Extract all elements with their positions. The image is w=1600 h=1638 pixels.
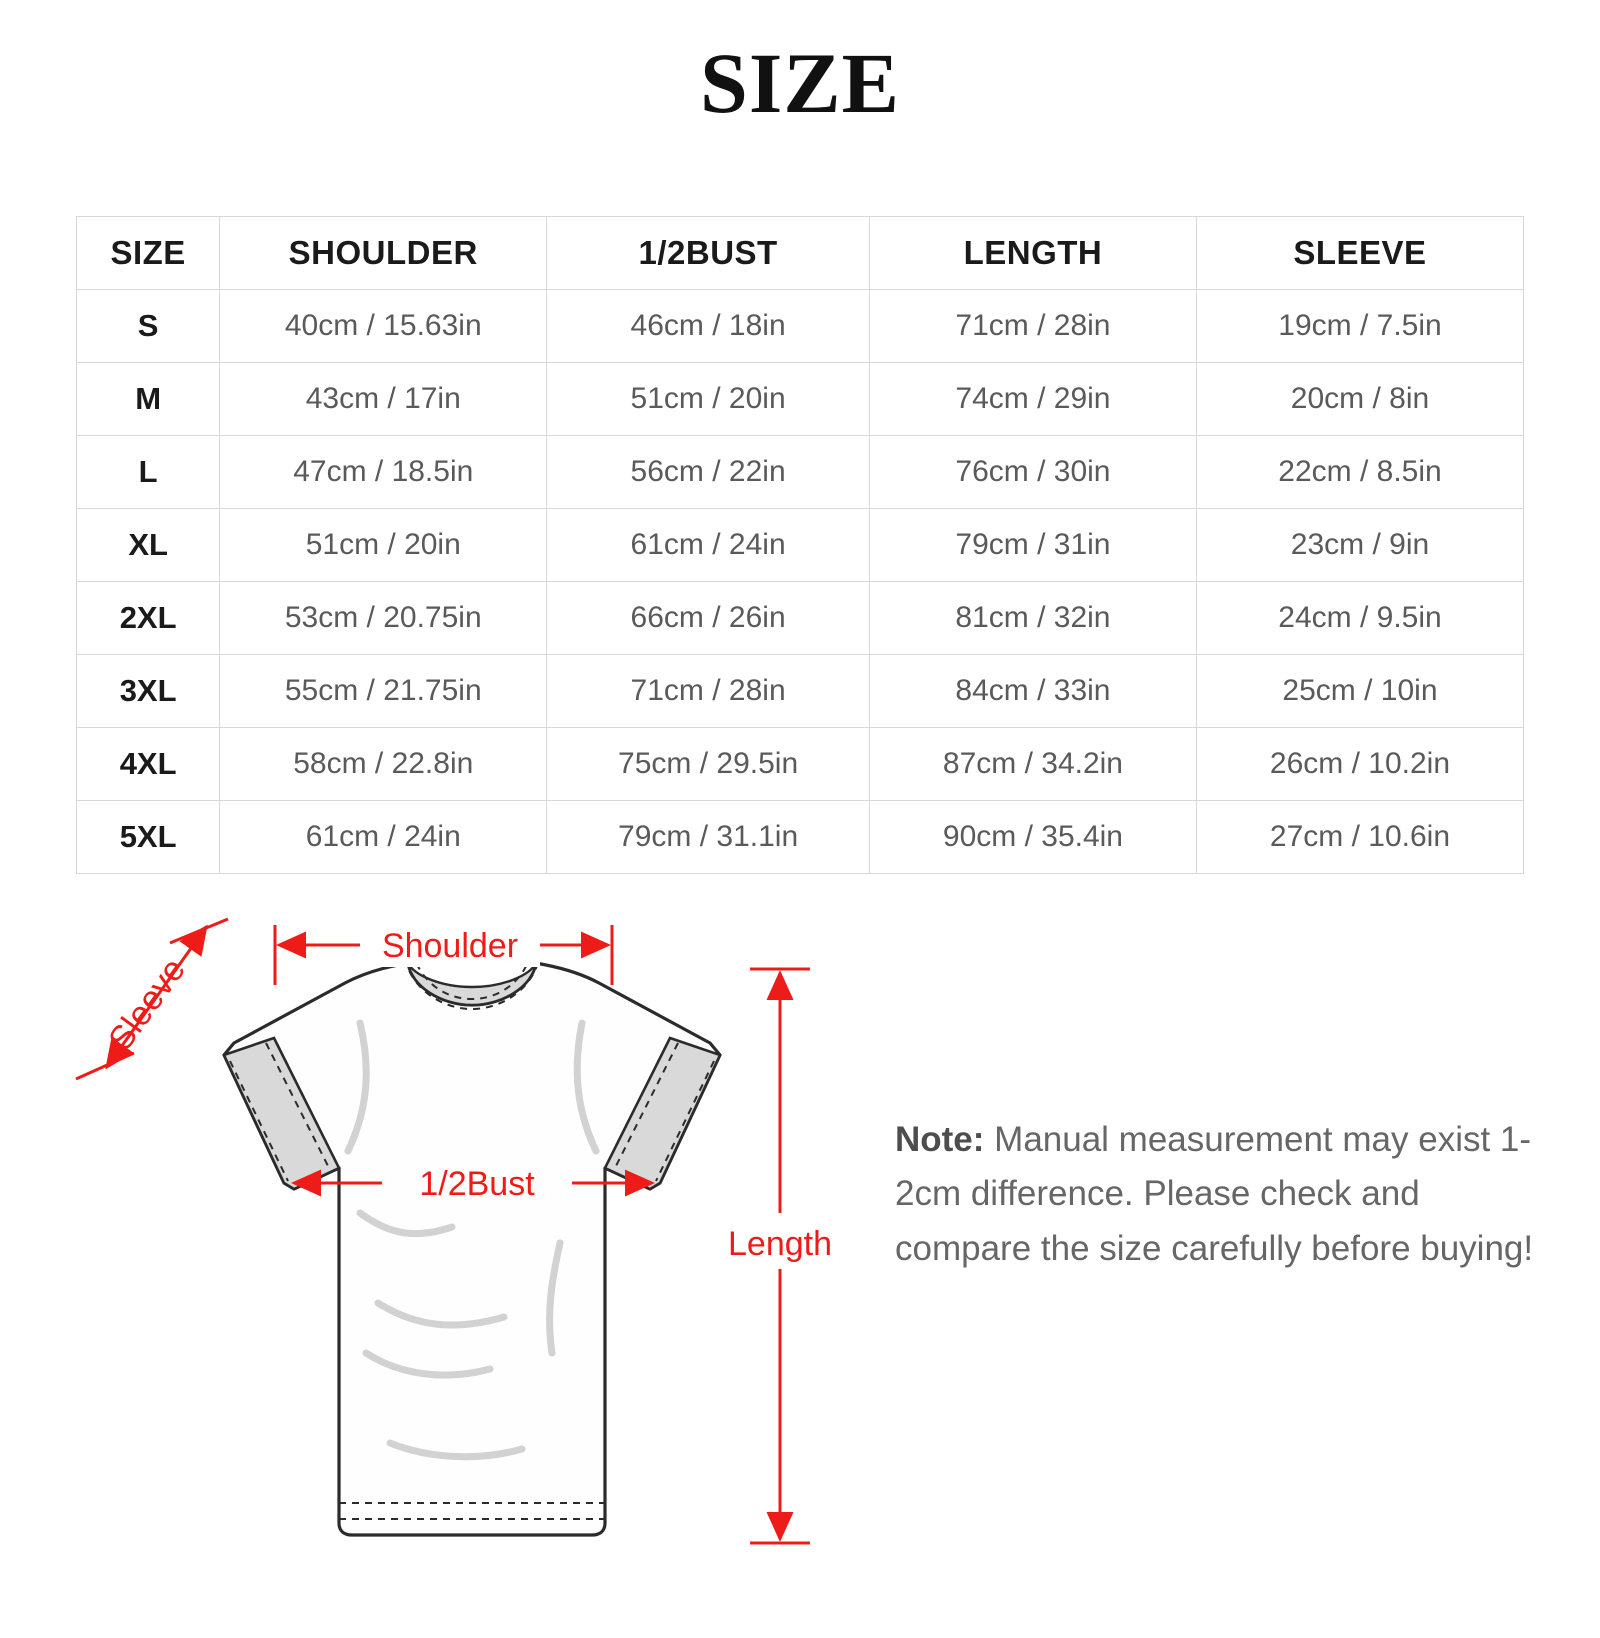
table-row (77, 290, 1524, 363)
cell-shoulder: 40cm / 15.63in (220, 290, 547, 363)
cell-shoulder: 55cm / 21.75in (220, 655, 547, 728)
column-header-length: LENGTH (869, 217, 1196, 290)
cell-bust: 79cm / 31.1in (547, 801, 870, 874)
cell-shoulder: 51cm / 20in (220, 509, 547, 582)
cell-sleeve: 20cm / 8in (1196, 363, 1523, 436)
cell-bust: 51cm / 20in (547, 363, 870, 436)
table-row (77, 363, 1524, 436)
cell-length: 81cm / 32in (869, 582, 1196, 655)
table-row (77, 582, 1524, 655)
cell-sleeve: 24cm / 9.5in (1196, 582, 1523, 655)
cell-length: 84cm / 33in (869, 655, 1196, 728)
cell-length: 76cm / 30in (869, 436, 1196, 509)
note-text: Manual measurement may exist 1-2cm difference. Please check and compare the size carefully before buying! (895, 1120, 1534, 1268)
column-header-bust: 1/2BUST (547, 217, 870, 290)
label-shoulder: Shoulder (381, 927, 519, 965)
cell-bust: 75cm / 29.5in (547, 728, 870, 801)
cell-length: 90cm / 35.4in (869, 801, 1196, 874)
cell-sleeve: 23cm / 9in (1196, 509, 1523, 582)
cell-size: S (77, 290, 220, 363)
cell-length: 74cm / 29in (869, 363, 1196, 436)
column-header-shoulder: SHOULDER (220, 217, 547, 290)
label-half-bust: 1/2Bust (419, 1165, 535, 1203)
cell-sleeve: 27cm / 10.6in (1196, 801, 1523, 874)
cell-shoulder: 47cm / 18.5in (220, 436, 547, 509)
cell-bust: 61cm / 24in (547, 509, 870, 582)
table-row (77, 655, 1524, 728)
table-row (77, 801, 1524, 874)
cell-length: 71cm / 28in (869, 290, 1196, 363)
cell-shoulder: 53cm / 20.75in (220, 582, 547, 655)
cell-size: 3XL (77, 655, 220, 728)
table-row (77, 436, 1524, 509)
cell-length: 79cm / 31in (869, 509, 1196, 582)
measurement-diagram (60, 883, 860, 1603)
cell-bust: 71cm / 28in (547, 655, 870, 728)
cell-size: M (77, 363, 220, 436)
cell-size: XL (77, 509, 220, 582)
label-sleeve: Sleeve (101, 951, 194, 1058)
table-row (77, 509, 1524, 582)
cell-sleeve: 26cm / 10.2in (1196, 728, 1523, 801)
page-title: SIZE (699, 35, 901, 131)
size-chart-table (76, 216, 1524, 874)
cell-bust: 46cm / 18in (547, 290, 870, 363)
cell-bust: 66cm / 26in (547, 582, 870, 655)
cell-sleeve: 25cm / 10in (1196, 655, 1523, 728)
cell-size: L (77, 436, 220, 509)
cell-size: 5XL (77, 801, 220, 874)
tshirt-illustration (224, 951, 720, 1535)
cell-size: 2XL (77, 582, 220, 655)
cell-sleeve: 22cm / 8.5in (1196, 436, 1523, 509)
note-label: Note: (895, 1120, 985, 1159)
cell-shoulder: 58cm / 22.8in (220, 728, 547, 801)
table-row (77, 728, 1524, 801)
size-chart-table-container (76, 216, 1524, 874)
cell-sleeve: 19cm / 7.5in (1196, 290, 1523, 363)
cell-length: 87cm / 34.2in (869, 728, 1196, 801)
label-length: Length (728, 1225, 832, 1263)
cell-size: 4XL (77, 728, 220, 801)
column-header-size: SIZE (77, 217, 220, 290)
sleeve-measure (76, 919, 228, 1079)
measurement-note (895, 1113, 1535, 1276)
cell-bust: 56cm / 22in (547, 436, 870, 509)
table-header-row (77, 217, 1524, 290)
cell-shoulder: 43cm / 17in (220, 363, 547, 436)
length-measure (728, 969, 832, 1543)
column-header-sleeve: SLEEVE (1196, 217, 1523, 290)
cell-shoulder: 61cm / 24in (220, 801, 547, 874)
